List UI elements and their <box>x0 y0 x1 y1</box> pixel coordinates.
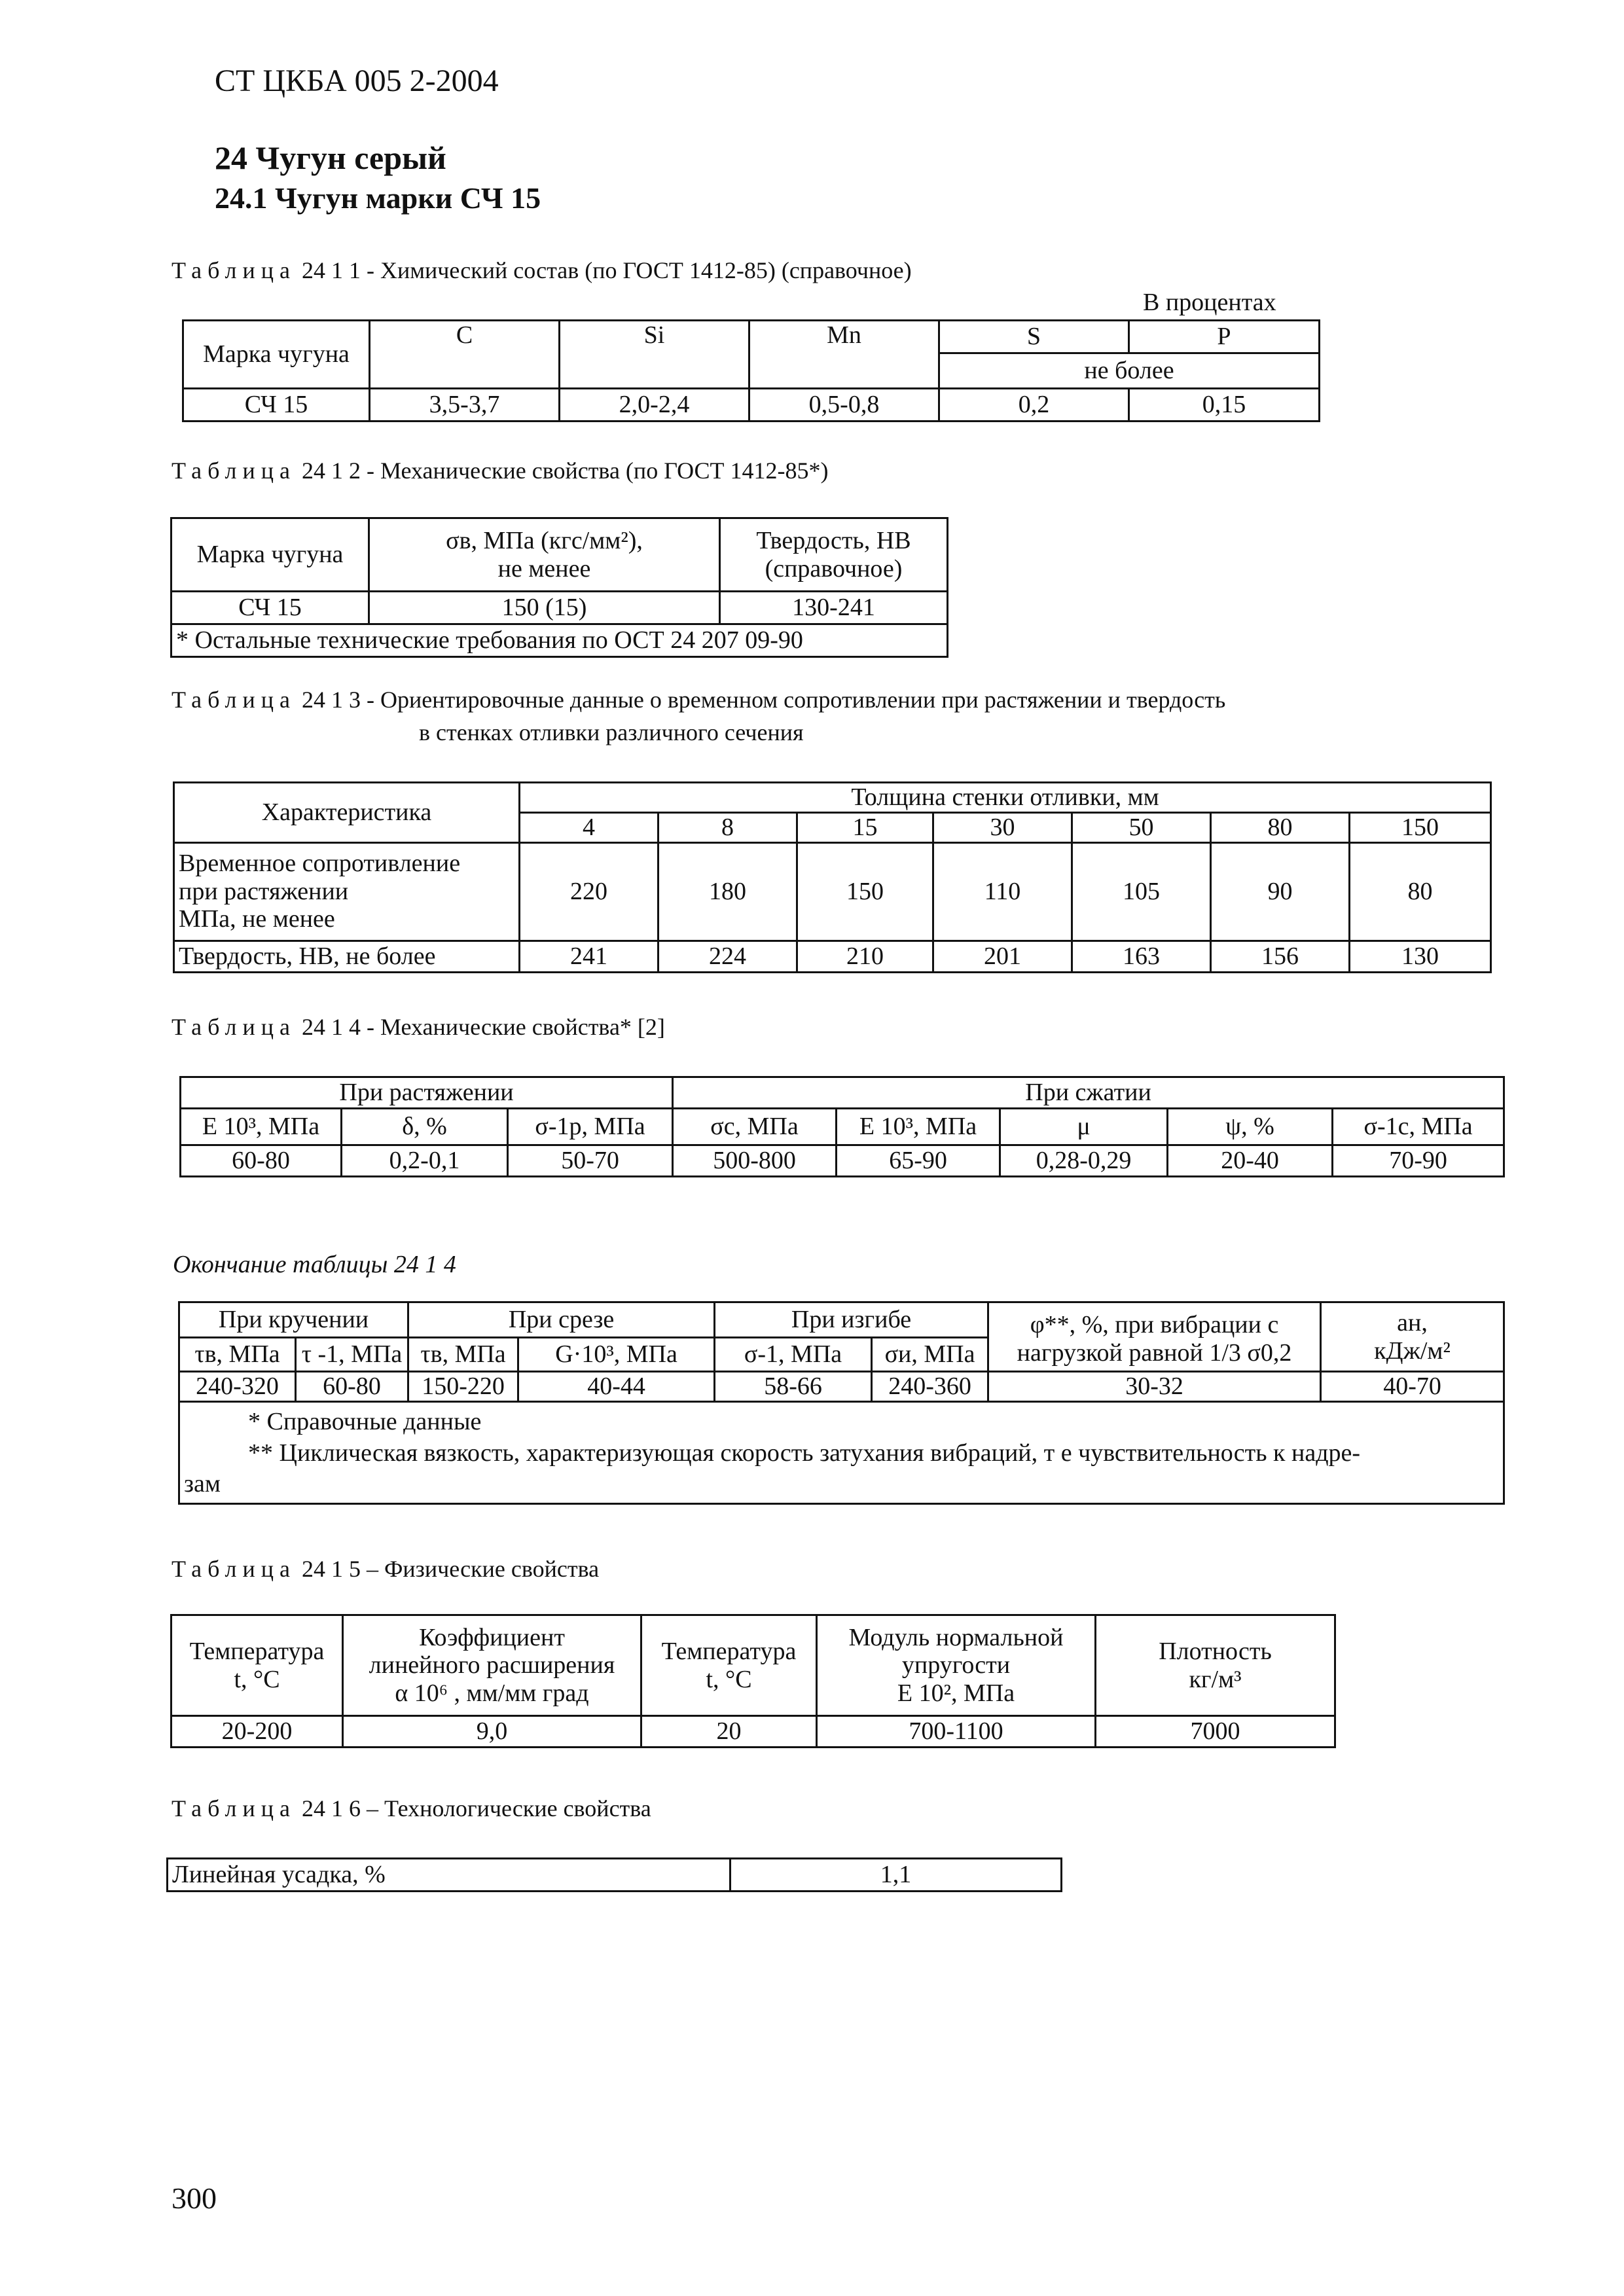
table-cell: 130-241 <box>720 592 948 624</box>
table-cell: 110 <box>933 842 1072 941</box>
table-cell: 156 <box>1211 941 1350 972</box>
table-24-1-2-caption: Таблица 24 1 2 - Механические свойства (по ГОСТ 1412-85*) <box>171 457 829 484</box>
header-cell: Температура t, °C <box>641 1615 817 1716</box>
table-cell: 7000 <box>1096 1716 1335 1748</box>
header-cell: τв, МПа <box>408 1338 518 1372</box>
table-cell: 240-320 <box>179 1372 296 1402</box>
header-cell: σс, МПа <box>673 1109 837 1145</box>
table-cell: 20 <box>641 1716 817 1748</box>
header-cell: 150 <box>1350 812 1491 842</box>
header-cell: ψ, % <box>1168 1109 1333 1145</box>
table-cell: 30-32 <box>988 1372 1321 1402</box>
header-cell: не более <box>939 353 1320 389</box>
table-row <box>171 1716 1335 1748</box>
header-cell: G·10³, МПа <box>518 1338 715 1372</box>
group-header: При изгибе <box>715 1302 988 1338</box>
table-row <box>174 941 1491 972</box>
table-cell: 1,1 <box>731 1859 1062 1892</box>
table-cell: 20-40 <box>1168 1145 1333 1177</box>
header-cell: 30 <box>933 812 1072 842</box>
table-cell: 0,5-0,8 <box>749 389 939 422</box>
table-cell: 70-90 <box>1333 1145 1504 1177</box>
table-notes: * Справочные данные ** Циклическая вязкость, характеризующая скорость затухания вибраций, т е чувствительность к надре- зам <box>179 1402 1504 1504</box>
table-24-1-1-caption: Таблица 24 1 1 - Химический состав (по ГОСТ 1412-85) (справочное) <box>171 257 912 283</box>
section-title: 24 Чугун серый <box>215 139 446 176</box>
header-cell: 80 <box>1211 812 1350 842</box>
table-row <box>181 1145 1504 1177</box>
header-cell: Толщина стенки отливки, мм <box>520 783 1491 813</box>
table-24-1-4-caption: Таблица 24 1 4 - Механические свойства* [2] <box>171 1014 665 1040</box>
page-number: 300 <box>171 2181 217 2215</box>
table-cell: 150-220 <box>408 1372 518 1402</box>
table-24-1-1 <box>182 319 1320 422</box>
table-cell: 700-1100 <box>817 1716 1096 1748</box>
table-cell: 80 <box>1350 842 1491 941</box>
table-cell: 0,15 <box>1129 389 1320 422</box>
table-cell: 40-70 <box>1321 1372 1504 1402</box>
header-cell: τ -1, МПа <box>296 1338 408 1372</box>
table-24-1-4-continued <box>178 1301 1505 1505</box>
table-cell: 2,0-2,4 <box>560 389 749 422</box>
table-cell: 201 <box>933 941 1072 972</box>
header-cell: σ-1р, МПа <box>508 1109 673 1145</box>
table-cell: СЧ 15 <box>183 389 370 422</box>
table-24-1-6-caption: Таблица 24 1 6 – Технологические свойства <box>171 1795 651 1821</box>
table-cell: 150 (15) <box>369 592 720 624</box>
group-header: При растяжении <box>181 1077 673 1109</box>
table-24-1-5-caption: Таблица 24 1 5 – Физические свойства <box>171 1556 600 1582</box>
table-cell: 90 <box>1211 842 1350 941</box>
header-cell: E 10³, МПа <box>181 1109 342 1145</box>
table-24-1-3-caption: Таблица 24 1 3 - Ориентировочные данные о временном сопротивлении при растяжении и твердость <box>171 687 1226 713</box>
row-label: Временное сопротивление при растяжении МПа, не менее <box>174 842 520 941</box>
table-cell: 500-800 <box>673 1145 837 1177</box>
subsection-title: 24.1 Чугун марки СЧ 15 <box>215 181 541 215</box>
table-cell: 60-80 <box>181 1145 342 1177</box>
table-24-1-2 <box>170 517 948 658</box>
header-cell: E 10³, МПа <box>837 1109 1000 1145</box>
table-continuation-caption: Окончание таблицы 24 1 4 <box>173 1251 456 1278</box>
header-cell: Плотность кг/м³ <box>1096 1615 1335 1716</box>
table-cell: 50-70 <box>508 1145 673 1177</box>
table-cell: 240-360 <box>872 1372 988 1402</box>
table-cell: 210 <box>797 941 933 972</box>
header-cell: P <box>1129 321 1320 353</box>
header-cell: Mn <box>749 321 939 389</box>
table-cell: 60-80 <box>296 1372 408 1402</box>
table-row <box>171 592 948 624</box>
table-24-1-3 <box>173 781 1492 973</box>
table-cell: 58-66 <box>715 1372 872 1402</box>
table-cell: 0,28-0,29 <box>1000 1145 1168 1177</box>
header-cell: Характеристика <box>174 783 520 843</box>
header-cell: S <box>939 321 1129 353</box>
header-cell: 15 <box>797 812 933 842</box>
table-cell: 130 <box>1350 941 1491 972</box>
table-24-1-1-unit: В процентах <box>1143 289 1276 316</box>
table-cell: 65-90 <box>837 1145 1000 1177</box>
table-cell: 0,2-0,1 <box>342 1145 508 1177</box>
header-cell: 4 <box>520 812 659 842</box>
header-cell: σв, МПа (кгс/мм²), не менее <box>369 518 720 592</box>
header-cell: Марка чугуна <box>183 321 370 389</box>
header-cell: σ-1с, МПа <box>1333 1109 1504 1145</box>
header-cell: μ <box>1000 1109 1168 1145</box>
table-cell: 163 <box>1072 941 1211 972</box>
header-cell: Коэффициент линейного расширения α 10⁶ , мм/мм град <box>343 1615 641 1716</box>
header-cell: ан, кДж/м² <box>1321 1302 1504 1372</box>
row-label: Твердость, НВ, не более <box>174 941 520 972</box>
table-cell: 220 <box>520 842 659 941</box>
table-24-1-4 <box>179 1076 1505 1177</box>
header-cell: Температура t, °C <box>171 1615 343 1716</box>
table-cell: 224 <box>659 941 797 972</box>
table-cell: 150 <box>797 842 933 941</box>
table-24-1-6 <box>166 1857 1062 1892</box>
table-cell: 180 <box>659 842 797 941</box>
header-cell: δ, % <box>342 1109 508 1145</box>
table-row <box>168 1859 1062 1892</box>
table-cell: 20-200 <box>171 1716 343 1748</box>
table-24-1-5 <box>170 1614 1336 1748</box>
group-header: При сжатии <box>673 1077 1504 1109</box>
header-cell: σи, МПа <box>872 1338 988 1372</box>
header-cell: Модуль нормальной упругости E 10², МПа <box>817 1615 1096 1716</box>
header-cell: Марка чугуна <box>171 518 369 592</box>
group-header: При срезе <box>408 1302 715 1338</box>
table-cell: 9,0 <box>343 1716 641 1748</box>
table-24-1-3-caption-line2: в стенках отливки различного сечения <box>419 719 804 745</box>
table-note: * Остальные технические требования по ОСТ 24 207 09-90 <box>171 624 948 657</box>
table-cell: 0,2 <box>939 389 1129 422</box>
table-cell: 241 <box>520 941 659 972</box>
header-cell: C <box>370 321 560 389</box>
header-cell: φ**, %, при вибрации с нагрузкой равной 1/3 σ0,2 <box>988 1302 1321 1372</box>
table-cell: 105 <box>1072 842 1211 941</box>
table-cell: 40-44 <box>518 1372 715 1402</box>
document-header: СТ ЦКБА 005 2-2004 <box>215 63 499 98</box>
row-label: Линейная усадка, % <box>168 1859 731 1892</box>
header-cell: 8 <box>659 812 797 842</box>
group-header: При кручении <box>179 1302 408 1338</box>
header-cell: Твердость, НВ (справочное) <box>720 518 948 592</box>
header-cell: σ-1, МПа <box>715 1338 872 1372</box>
table-cell: 3,5-3,7 <box>370 389 560 422</box>
table-cell: СЧ 15 <box>171 592 369 624</box>
header-cell: τв, МПа <box>179 1338 296 1372</box>
table-row <box>183 389 1320 422</box>
table-row <box>179 1372 1504 1402</box>
table-row <box>174 842 1491 941</box>
header-cell: 50 <box>1072 812 1211 842</box>
header-cell: Si <box>560 321 749 389</box>
